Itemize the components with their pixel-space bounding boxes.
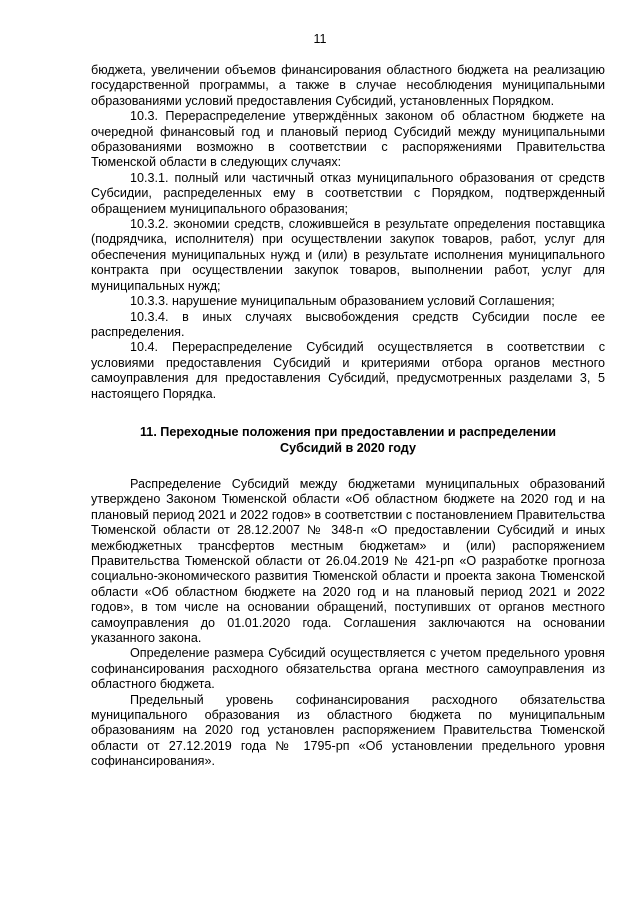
paragraph-10-3-1: 10.3.1. полный или частичный отказ муниципального образования от средств Субсидии, распределенных ему в соответствии с Порядком, подтвержденный обращением муниципального образования; xyxy=(91,170,605,216)
paragraph-distribution: Распределение Субсидий между бюджетами муниципальных образований утверждено Законом Тюменской области «Об областном бюджете на 2020 год и на плановый период 2021 и 2022 годов» в соответствии с постановлением Правительства Тюменской области от 28.12.2007 № 348-п «О предоставлении Субсидий и иных межбюджетных трансфертов местным бюджетам» и (или) распоряжением Правительства Тюменской области от 26.04.2019 № 421-рп «О разработке прогноза социально-экономического развития Тюменской области и проекта закона Тюменской области «Об областном бюджете на 2020 год и на плановый период 2021 и 2022 годов», в том числе на основании обращений, поступивших от органов местного самоуправления до 01.01.2020 года. Соглашения заключаются на основании указанного закона. xyxy=(91,476,605,645)
page-number: 11 xyxy=(313,32,327,46)
document-body xyxy=(91,63,605,770)
section-heading-line-2: Субсидий в 2020 году xyxy=(280,440,416,455)
paragraph-cofinancing-level: Предельный уровень софинансирования расходного обязательства муниципального образования из областного бюджета по муниципальным образованиям на 2020 год установлен распоряжением Правительства Тюменской области от 27.12.2019 года № 1795-рп «Об установлении предельного уровня софинансирования». xyxy=(91,692,605,769)
paragraph-subsidy-size: Определение размера Субсидий осуществляется с учетом предельного уровня софинансирования расходного обязательства органа местного самоуправления из областного бюджета. xyxy=(91,646,605,692)
paragraph-10-3-3: 10.3.3. нарушение муниципальным образованием условий Соглашения; xyxy=(130,294,555,309)
paragraph-continuation: бюджета, увеличении объемов финансирования областного бюджета на реализацию государственной программы, а также в случае несоблюдения муниципальными образованиями условий предоставления Субсидий, установленных Порядком. xyxy=(91,63,605,108)
paragraph-10-3: 10.3. Перераспределение утверждённых законом об областном бюджете на очередной финансовый год и плановый период Субсидий между муниципальными образованиями возможно в соответствии с распоряжениями Правительства Тюменской области в следующих случаях: xyxy=(91,109,605,170)
section-heading-line-1: 11. Переходные положения при предоставлении и распределении xyxy=(140,424,556,439)
section-heading xyxy=(91,424,605,456)
paragraph-10-3-2: 10.3.2. экономии средств, сложившейся в результате определения поставщика (подрядчика, исполнителя) при осуществлении закупок товаров, работ, услуг для обеспечения муниципальных нужд и (или) в результате исполнения муниципального контракта при осуществлении закупок товаров, выполнении работ, услуг для муниципальных нужд; xyxy=(91,217,605,293)
paragraph-10-4: 10.4. Перераспределение Субсидий осуществляется в соответствии с условиями предоставления Субсидий и критериями отбора органов местного самоуправления для предоставления Субсидий, предусмотренных разделами 3, 5 настоящего Порядка. xyxy=(91,340,605,401)
paragraph-10-3-4: 10.3.4. в иных случаях высвобождения средств Субсидии после ее распределения. xyxy=(91,309,605,339)
